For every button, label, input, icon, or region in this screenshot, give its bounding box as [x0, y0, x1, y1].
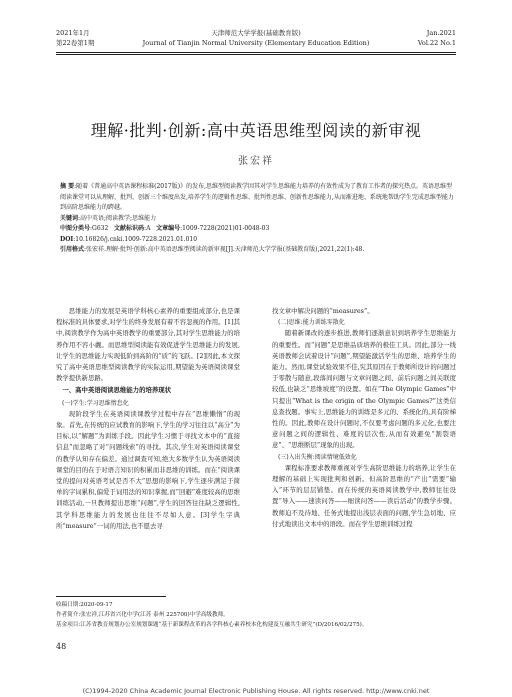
keywords-text: :高中英语;阅读教学;思维能力: [78, 214, 157, 222]
copyright-watermark: (C)1994-2020 China Academic Journal Electronic Publishing House. All rights reserved. http://www.cnki.net: [82, 687, 430, 695]
header-rule-thick: [56, 52, 456, 53]
classification-line: [60, 224, 456, 235]
header-date-en: Jan.2021: [426, 29, 456, 37]
abstract-label: 摘 要: [60, 183, 75, 190]
body-paragraph: 随着新课改的逐步推进,教师们逐渐意识到培养学生思维能力的重要性。而“问题”是思维品质培养的极佳工具。因此,部分一线英语教师会试着设计“问题”,期望能激活学生的思维、培养学生的能力。然而,课堂试验效果不佳,究其原因在于教师所设计的问题过于零散与随意,段落间问题与文章问题之间、前后问题之间关联度较低,也缺乏“思维坡度”的设置。如在“The Olympic Games”中只提出“What is the origin of the Olympic Games?”这类信息查找题。事实上,思维能力的训练是多元的、系统化的,具有阶梯性的。因此,教师在设计问题时,不仅要考虑问题的多元化,也要注意问题之间的逻辑性、难度的层次性,从而有效避免“割裂语意”、“思维断层”现象的出现。: [272, 329, 456, 450]
body-paragraph: 找文章中解决问题的“measures”。: [272, 307, 374, 315]
footnote-received: 收稿日期:2020-09-17: [56, 602, 113, 608]
body-column-left: [56, 306, 240, 532]
header-rule-thin: [56, 54, 456, 55]
header-journal-cn: 天津师范大学学报(基础教育版): [211, 29, 301, 37]
header-right: [418, 28, 456, 48]
body-paragraph: 思维能力的发展是英语学科核心素养的重要组成部分,也是课程标准的具体要求,对学生的终身发展有着不容忽视的作用。[1]其中,阅读教学作为高中英语教学的重要部分,其对学生思维能力的培养作用不容小觑。而思维型阅读能有效促进学生思维能力的发展,让学生的思维能力实现低阶到高阶的“质”的飞跃。[2]因此,本文探究了高中英语思维型阅读教学的实际运用,期望能为英语阅读课堂教学提供新思路。: [56, 307, 240, 383]
running-header: [56, 28, 456, 54]
header-date: 2021年1月: [56, 29, 90, 37]
footnote-author-bio: 作者简介:张宏祥,江苏省兴化中学(江苏 泰州 225700)中学高级教师。: [56, 612, 229, 618]
footnote-rule: [56, 596, 166, 597]
header-volume: 第22卷第1期: [56, 39, 95, 47]
footnote-fund: 基金项目:江苏省教育规划办公室规划课题“基于新课程改革的各学科核心素养校本化构建及互融共生研究”(D/2016/02/275)。: [56, 622, 368, 628]
citation-label: 引用格式: [60, 246, 85, 253]
footnotes: [56, 600, 456, 630]
subsection-heading: (一)学生:学习思维惰怠化: [62, 399, 129, 407]
article-no-label: 文章编号: [156, 225, 181, 232]
body-paragraph: 课程标准要求教师重视对学生高阶思维能力的培养,让学生在理解的基础上实现批判和创新。但高阶思维的“产出”需要“输入”环节的层层铺垫。而在传统的英语阅读教学中,教师往往设置“导入——速读问答——细读问答——读后活动”的教学步骤。教师迫不及待地、任务式地提出浅层表面的问题,学生急切地、应付式地读出文本中的语段。而在学生思维训练过程: [272, 463, 456, 528]
subsection-heading: (二)思维:能力训练零散化: [278, 319, 345, 327]
doi-value: :10.16826/j.cnki.1009-7228.2021.01.010: [73, 235, 198, 243]
doc-code-label: 文献标识码: [114, 225, 145, 232]
body-paragraph: 现阶段学生在英语阅读课教学过程中存在“思维懒惰”的现象。首先,在传统的应试教育的影响下,学生的学习往往以“高分”为目标,以“解题”为训练手段。因此学生习惯于寻找文本中的“直接信息”而忽略了对“问题线索”的寻找。其次,学生对英语阅读课堂的教学认知存在偏差。通过调查可知,绝大多数学生认为英语阅读课堂的目的在于对语言知识的积累而非思维的训练。而在“阅读课堂的提问对英语考试是否不大”思想的影响下,学生逐步满足于简单的字词累积,偏爱于词用法的知识掌握,而“回避”难度较高的思维训练活动,一旦教师提出思维“问题”,学生的回答往往缺乏逻辑性,其学科思维能力的发展也往往不尽如人意。[3]学生字典所“measure”一词的用法,也不愿去寻: [56, 409, 240, 530]
abstract-block: [60, 182, 456, 256]
doc-code-value: :A: [144, 225, 151, 232]
citation-line: [60, 245, 456, 256]
abstract-paragraph: [60, 182, 456, 214]
header-center: [56, 28, 456, 48]
subsection-heading: (三)入出失衡:阅读情境低效化: [278, 453, 357, 461]
citation-value: :张宏祥.理解·批判·创新:高中英语思维型阅读的新审视[J].天津师范大学学报(基础教育版),2021,22(1):48.: [84, 246, 365, 253]
abstract-text: :随着《普通高中英语课程标准(2017版)》的发布,思维型阅读教学因其对学生思维能力培养的有效性成为了教育工作者的探究热点。英语思维型阅读课堂可以从理解、批判、创新三个维度出发,培养学生的逻辑性思维、批判性思维、创新性思维能力,从而渐进地、系统地帮助学生完成思维型能力到高阶思维能力的跨越。: [60, 183, 454, 211]
header-journal-en: Journal of Tianjin Normal University (Elementary Education Edition): [142, 39, 370, 47]
article-title: 理解·批判·创新:高中英语思维型阅读的新审视: [90, 121, 422, 140]
clc-value: :G632: [90, 225, 109, 232]
clc-label: 中图分类号: [60, 225, 91, 232]
section-heading: 一、高中英语阅读思维能力的培养现状: [62, 386, 172, 395]
keywords-label: 关键词: [60, 214, 79, 222]
article-no-value: :1009-7228(2021)01-0048-03: [180, 225, 270, 232]
article-author: 张宏祥: [238, 156, 274, 167]
body-column-right: [272, 306, 456, 530]
keywords-line: [60, 214, 456, 225]
doi-label: DOI: [60, 235, 74, 243]
doi-line: [60, 235, 456, 246]
page-number: 48: [56, 642, 67, 651]
header-volume-en: Vol.22 No.1: [417, 39, 456, 47]
